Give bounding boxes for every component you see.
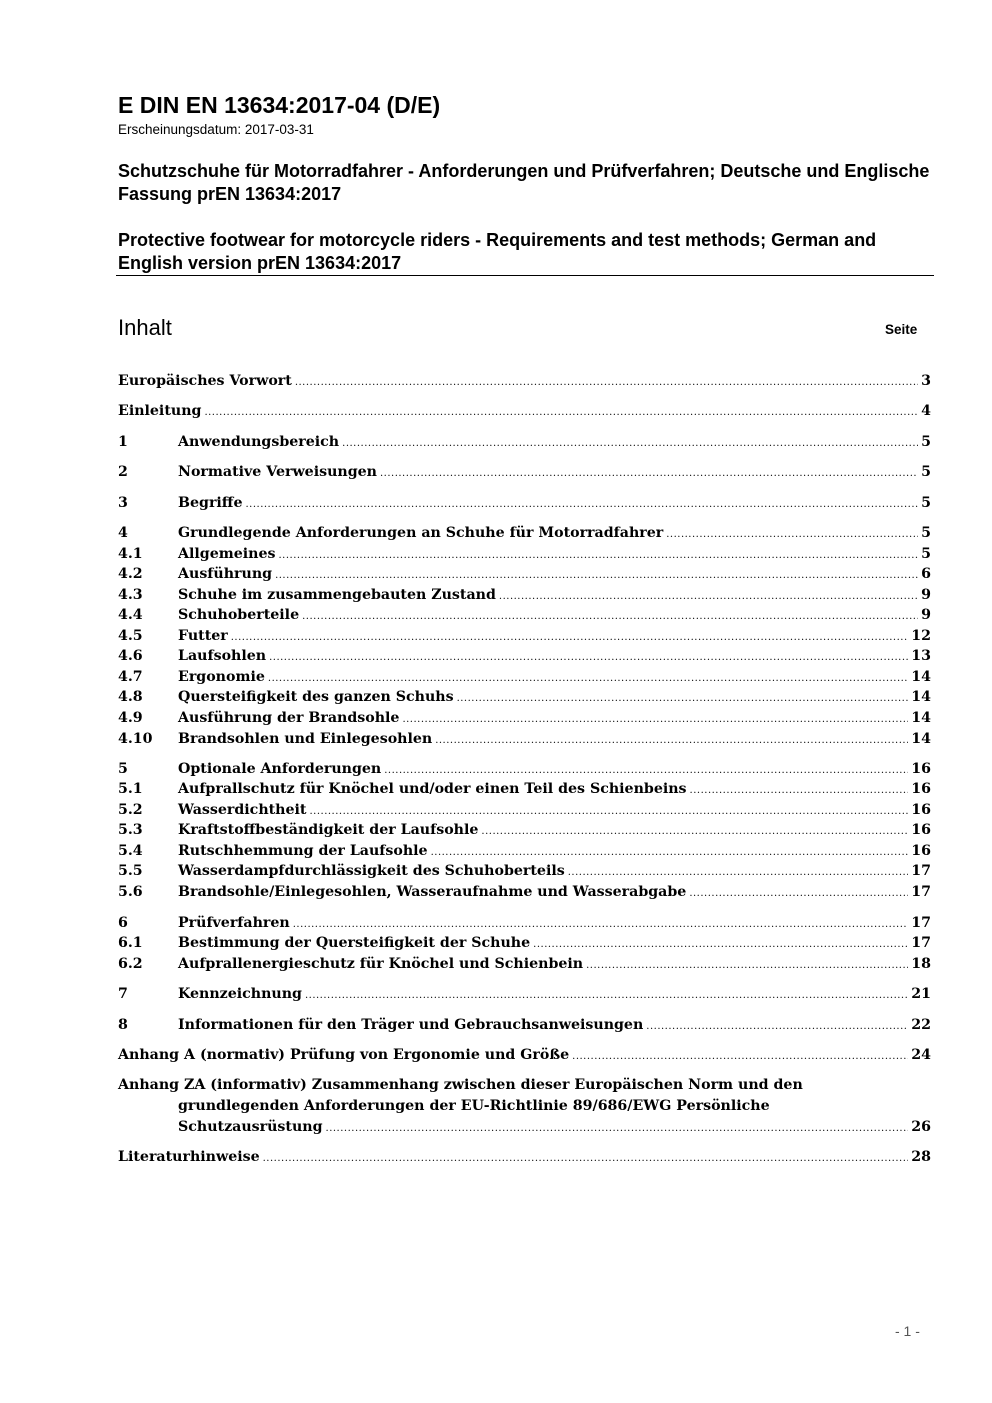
toc-entry-number: 4.4 xyxy=(118,607,143,623)
toc-entry-title: Kraftstoffbeständigkeit der Laufsohle xyxy=(178,822,479,838)
toc-entry-page: 26 xyxy=(911,1119,931,1135)
toc-dot-leader xyxy=(666,524,918,545)
toc-page-column-label: Seite xyxy=(885,322,918,337)
toc-dot-leader xyxy=(302,606,918,627)
toc-dot-leader xyxy=(402,709,908,730)
toc-dot-leader xyxy=(586,955,908,976)
publication-date: Erscheinungsdatum: 2017-03-31 xyxy=(118,122,314,137)
toc-dot-leader xyxy=(305,985,908,1006)
toc-entry-title: Futter xyxy=(178,628,228,644)
toc-entry[interactable] xyxy=(118,605,931,626)
toc-entry[interactable] xyxy=(118,708,931,729)
toc-entry-page: 5 xyxy=(921,495,931,511)
toc-entry-number: 3 xyxy=(118,495,128,511)
toc-entry-title: Grundlegende Anforderungen an Schuhe für Motorradfahrer xyxy=(178,525,664,541)
toc-entry-page: 14 xyxy=(911,731,931,747)
toc-entry[interactable] xyxy=(118,861,931,882)
toc-entry-title: Wasserdampfdurchlässigkeit des Schuhoberteils xyxy=(178,863,565,879)
toc-entry-title: Brandsohlen und Einlegesohlen xyxy=(178,731,433,747)
toc-entry-title: Kennzeichnung xyxy=(178,986,302,1002)
toc-entry[interactable] xyxy=(118,800,931,821)
toc-entry-page: 16 xyxy=(911,822,931,838)
toc-entry-page: 17 xyxy=(911,935,931,951)
toc-dot-leader xyxy=(572,1046,908,1067)
toc-entry[interactable] xyxy=(118,984,931,1005)
toc-entry-number: 4.6 xyxy=(118,648,143,664)
page-number: - 1 - xyxy=(895,1323,920,1339)
toc-entry[interactable] xyxy=(118,933,931,954)
toc-entry-title: Bestimmung der Quersteifigkeit der Schuhe xyxy=(178,935,531,951)
toc-dot-leader xyxy=(342,433,918,454)
toc-entry-number: 6.2 xyxy=(118,956,143,972)
title-english: Protective footwear for motorcycle riders - Requirements and test methods; German and English version prEN 13634:2017 xyxy=(118,230,877,273)
toc-dot-leader xyxy=(293,914,909,935)
toc-heading: Inhalt xyxy=(118,315,172,340)
toc-entry-title: Ausführung xyxy=(178,566,273,582)
toc-entry-number: 5 xyxy=(118,761,128,777)
toc-entry-number: 7 xyxy=(118,986,128,1002)
toc-entry[interactable] xyxy=(118,882,931,903)
toc-entry[interactable] xyxy=(118,779,931,800)
toc-entry[interactable] xyxy=(118,729,931,750)
document-title: E DIN EN 13634:2017-04 (D/E) xyxy=(118,92,441,118)
toc-entry-number: 4.3 xyxy=(118,587,143,603)
toc-entry-title: Aufprallschutz für Knöchel und/oder einen Teil des Schienbeins xyxy=(178,781,687,797)
toc-entry[interactable] xyxy=(118,759,931,780)
toc-dot-leader xyxy=(275,565,918,586)
toc-entry-title: Optionale Anforderungen xyxy=(178,761,382,777)
toc-dot-leader xyxy=(690,780,909,801)
toc-annex-za-line2[interactable]: grundlegenden Anforderungen der EU-Richtlinie 89/686/EWG Persönliche xyxy=(178,1098,770,1114)
toc-entry[interactable] xyxy=(118,1015,931,1036)
toc-entry-number: 4.9 xyxy=(118,710,143,726)
toc-entry-number: 5.2 xyxy=(118,802,143,818)
toc-entry-number: 4 xyxy=(118,525,128,541)
toc-entry-page: 5 xyxy=(921,434,931,450)
toc-entry-page: 5 xyxy=(921,525,931,541)
toc-entry[interactable] xyxy=(118,371,931,392)
toc-entry-title: Brandsohle/Einlegesohlen, Wasseraufnahme und Wasserabgabe xyxy=(178,884,687,900)
toc-entry-title: Anwendungsbereich xyxy=(178,434,340,450)
toc-dot-leader xyxy=(279,545,919,566)
toc-entry-title: Aufprallenergieschutz für Knöchel und Schienbein xyxy=(178,956,584,972)
toc-entry-title: Wasserdichtheit xyxy=(178,802,307,818)
toc-entry[interactable] xyxy=(118,493,931,514)
toc-dot-leader xyxy=(263,1148,909,1169)
toc-entry-title: Schuhe im zusammengebauten Zustand xyxy=(178,587,496,603)
toc-entry-title: Quersteifigkeit des ganzen Schuhs xyxy=(178,689,454,705)
toc-entry-number: 6 xyxy=(118,915,128,931)
toc-entry-title: Informationen für den Träger und Gebrauchsanweisungen xyxy=(178,1017,644,1033)
toc-entry-page: 16 xyxy=(911,802,931,818)
toc-entry[interactable] xyxy=(118,585,931,606)
toc-dot-leader xyxy=(481,821,908,842)
toc-entry-page: 9 xyxy=(921,607,931,623)
toc-annex-za-line1[interactable]: Anhang ZA (informativ) Zusammenhang zwischen dieser Europäischen Norm und den xyxy=(118,1077,803,1093)
toc-entry-title: Ausführung der Brandsohle xyxy=(178,710,400,726)
toc-entry-number: 2 xyxy=(118,464,128,480)
toc-dot-leader xyxy=(380,463,918,484)
toc-dot-leader xyxy=(309,801,908,822)
toc-entry-number: 6.1 xyxy=(118,935,143,951)
toc-entry-page: 17 xyxy=(911,884,931,900)
toc-dot-leader xyxy=(269,647,908,668)
toc-entry-title: Rutschhemmung der Laufsohle xyxy=(178,843,428,859)
toc-entry[interactable] xyxy=(118,820,931,841)
toc-entry-page: 18 xyxy=(911,956,931,972)
toc-entry[interactable] xyxy=(118,646,931,667)
toc-entry-page: 17 xyxy=(911,915,931,931)
toc-entry-number: 4.8 xyxy=(118,689,143,705)
toc-entry-title: Schuhoberteile xyxy=(178,607,300,623)
toc-entry-number: 4.1 xyxy=(118,546,143,562)
toc-entry-title: Allgemeines xyxy=(178,546,276,562)
toc-entry-page: 3 xyxy=(921,373,931,389)
toc-dot-leader xyxy=(326,1118,909,1139)
title-german: Schutzschuhe für Motorradfahrer - Anforderungen und Prüfverfahren; Deutsche und Englische Fassung prEN 13634:2017 xyxy=(118,161,930,204)
toc-entry-title: Europäisches Vorwort xyxy=(118,373,292,389)
toc-entry[interactable] xyxy=(118,432,931,453)
toc-entry[interactable] xyxy=(118,544,931,565)
toc-entry[interactable] xyxy=(118,1045,931,1066)
toc-entry-number: 4.7 xyxy=(118,669,143,685)
toc-entry-number: 5.3 xyxy=(118,822,143,838)
toc-entry-number: 5.1 xyxy=(118,781,143,797)
toc-entry[interactable] xyxy=(118,626,931,647)
toc-entry-number: 4.10 xyxy=(118,731,153,747)
toc-entry-title: Ergonomie xyxy=(178,669,265,685)
toc-entry-title: Normative Verweisungen xyxy=(178,464,377,480)
toc-entry[interactable] xyxy=(118,462,931,483)
toc-entry-title: Literaturhinweise xyxy=(118,1149,260,1165)
toc-entry-number: 1 xyxy=(118,434,128,450)
toc-entry-page: 16 xyxy=(911,843,931,859)
toc-entry-title: Schutzausrüstung xyxy=(178,1119,323,1135)
toc-entry-number: 5.5 xyxy=(118,863,143,879)
toc-entry-page: 5 xyxy=(921,546,931,562)
toc-entry[interactable] xyxy=(118,401,931,422)
toc-dot-leader xyxy=(435,730,908,751)
toc-dot-leader xyxy=(204,402,918,423)
toc-dot-leader xyxy=(245,494,918,515)
toc-dot-leader xyxy=(646,1016,908,1037)
toc-entry-page: 6 xyxy=(921,566,931,582)
toc-entry-page: 21 xyxy=(911,986,931,1002)
toc-entry[interactable] xyxy=(118,841,931,862)
toc-entry[interactable] xyxy=(118,564,931,585)
toc-entry-number: 5.4 xyxy=(118,843,143,859)
toc-entry[interactable] xyxy=(118,523,931,544)
toc-entry-number: 8 xyxy=(118,1017,128,1033)
toc-dot-leader xyxy=(568,862,909,883)
toc-dot-leader xyxy=(295,372,918,393)
toc-entry-page: 14 xyxy=(911,710,931,726)
toc-entry-title: Anhang A (normativ) Prüfung von Ergonomie und Größe xyxy=(118,1047,570,1063)
toc-dot-leader xyxy=(499,586,918,607)
toc-entry[interactable] xyxy=(118,667,931,688)
toc-dot-leader xyxy=(268,668,908,689)
toc-dot-leader xyxy=(431,842,909,863)
toc-entry-page: 14 xyxy=(911,689,931,705)
toc-entry-title: Laufsohlen xyxy=(178,648,267,664)
toc-dot-leader xyxy=(533,934,908,955)
toc-entry-title: Einleitung xyxy=(118,403,202,419)
toc-entry-bibliography[interactable] xyxy=(118,1147,931,1168)
toc-dot-leader xyxy=(384,760,908,781)
toc-dot-leader xyxy=(689,883,908,904)
toc-entry-page: 9 xyxy=(921,587,931,603)
toc-entry-page: 14 xyxy=(911,669,931,685)
toc-entry-page: 17 xyxy=(911,863,931,879)
toc-entry[interactable] xyxy=(118,913,931,934)
toc-entry[interactable] xyxy=(118,687,931,708)
toc-entry-page: 16 xyxy=(911,761,931,777)
toc-entry[interactable] xyxy=(118,954,931,975)
toc-dot-leader xyxy=(231,627,909,648)
toc-entry-title: Prüfverfahren xyxy=(178,915,290,931)
toc-entry-page: 4 xyxy=(921,403,931,419)
toc-entry-page: 22 xyxy=(911,1017,931,1033)
toc-annex-za-line3[interactable] xyxy=(178,1117,931,1138)
toc-entry-page: 5 xyxy=(921,464,931,480)
toc-dot-leader xyxy=(457,688,909,709)
toc-entry-page: 24 xyxy=(911,1047,931,1063)
toc-entry-title: Begriffe xyxy=(178,495,243,511)
toc-entry-page: 28 xyxy=(911,1149,931,1165)
toc-entry-page: 16 xyxy=(911,781,931,797)
toc-entry-page: 12 xyxy=(911,628,931,644)
toc-entry-number: 5.6 xyxy=(118,884,143,900)
toc-entry-number: 4.2 xyxy=(118,566,143,582)
toc-entry-page: 13 xyxy=(911,648,931,664)
toc-entry-number: 4.5 xyxy=(118,628,143,644)
